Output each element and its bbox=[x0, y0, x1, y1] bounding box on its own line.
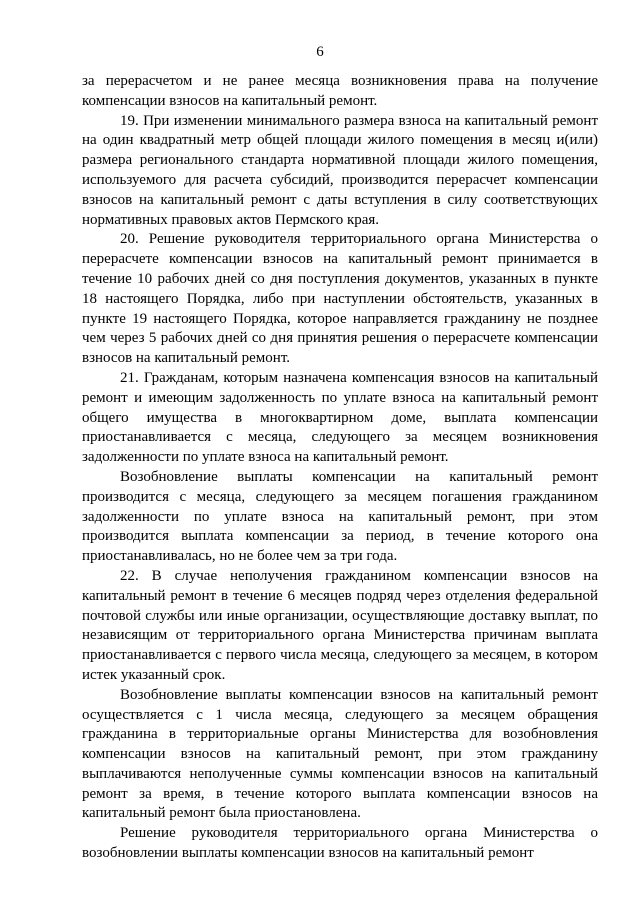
paragraph-item-19: 19. При изменении минимального размера взноса на капитальный ремонт на один квадратный метр общей площади жилого помещения в месяц и(или) размера регионального стандарта нормативной площади жилого помещения, используемого для расчета субсидий, производится перерасчет компенсации взносов на капитальный ремонт с даты вступления в силу соответствующих нормативных правовых актов Пермского края. bbox=[82, 112, 598, 228]
paragraph-item-20: 20. Решение руководителя территориального органа Министерства о перерасчете компенсации взносов на капитальный ремонт принимается в течение 10 рабочих дней со дня поступления документов, указанных в пункте 18 настоящего Порядка, либо при наступлении обстоятельств, указанных в пункте 19 настоящего Порядка, которое направляется гражданину не позднее чем через 5 рабочих дней со дня принятия решения о перерасчете компенсации взносов на капитальный ремонт. bbox=[82, 231, 598, 367]
paragraph-item-22-decision: Решение руководителя территориального органа Министерства о возобновлении выплаты компенсации взносов на капитальный ремонт bbox=[82, 825, 598, 862]
paragraph-item-21-resumption: Возобновление выплаты компенсации на капитальный ремонт производится с месяца, следующего за месяцем погашения гражданином задолженности по уплате взноса на капитальный ремонт, при этом производится выплата компенсации за период, в течение которого она приостанавливалась, но не более чем за три года. bbox=[82, 468, 598, 565]
document-body bbox=[82, 72, 598, 864]
paragraph-item-21: 21. Гражданам, которым назначена компенсация взносов на капитальный ремонт и имеющим задолженность по уплате взноса на капитальный ремонт общего имущества в многоквартирном доме, выплата компенсации приостанавливается с месяца, следующего за месяцем возникновения задолженности по уплате взноса на капитальный ремонт. bbox=[82, 369, 598, 466]
page-number: 6 bbox=[316, 44, 324, 60]
paragraph-item-22-resumption: Возобновление выплаты компенсации взносов на капитальный ремонт осуществляется с 1 числа месяца, следующего за месяцем обращения гражданина в территориальные органы Министерства для возобновления компенсации взносов на капитальный ремонт, при этом гражданину выплачиваются неполученные суммы компенсации взносов на капитальный ремонт за время, в течение которого выплата компенсации взносов на капитальный ремонт была приостановлена. bbox=[82, 686, 598, 822]
paragraph-continuation: за перерасчетом и не ранее месяца возникновения права на получение компенсации взносов на капитальный ремонт. bbox=[82, 73, 598, 109]
paragraph-item-22: 22. В случае неполучения гражданином компенсации взносов на капитальный ремонт в течение 6 месяцев подряд через отделения федеральной почтовой службы или иные организации, осуществляющие доставку выплат, по независящим от территориального органа Министерства причинам выплата приостанавливается с первого числа месяца, следующего за месяцем, в котором истек указанный срок. bbox=[82, 567, 598, 683]
